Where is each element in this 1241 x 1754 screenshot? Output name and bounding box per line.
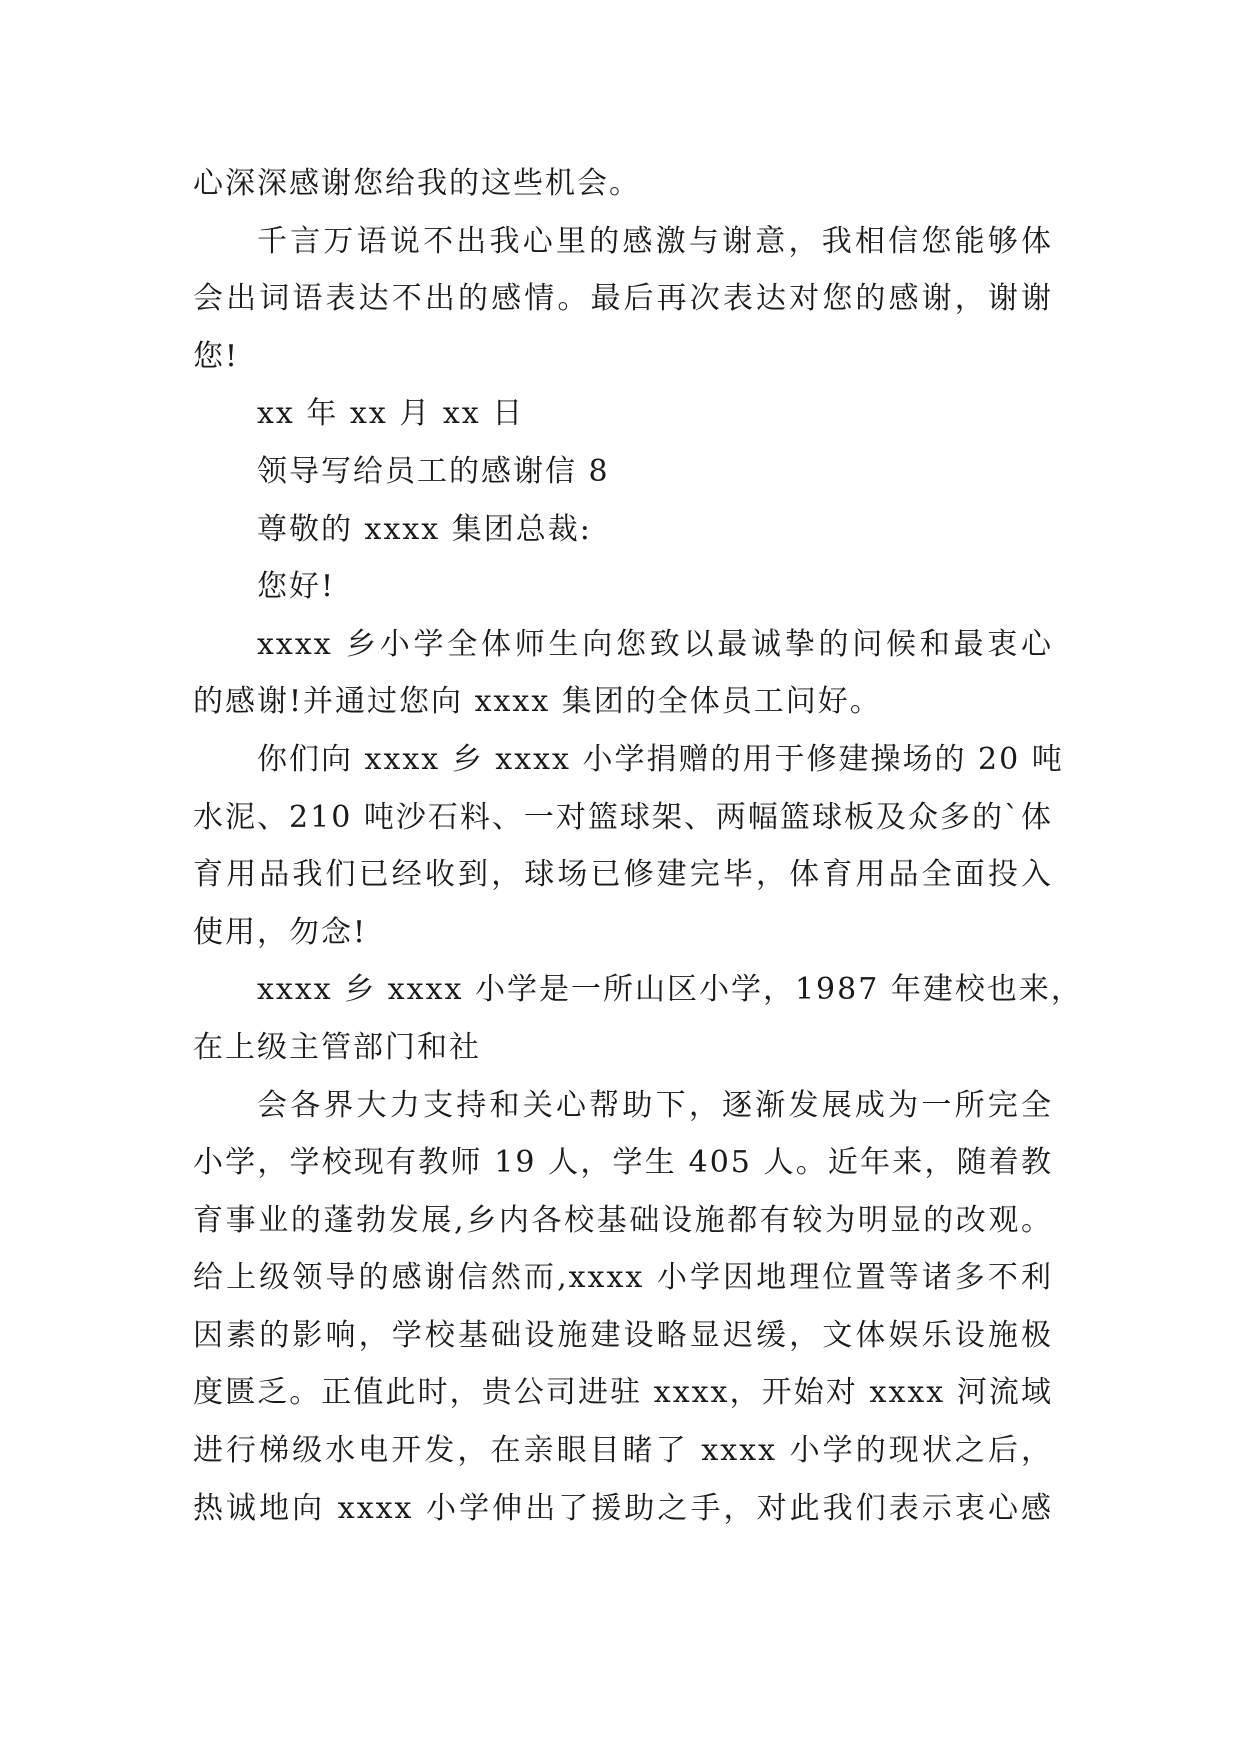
greeting: 您好! bbox=[257, 569, 336, 605]
text-line: 水泥、210 吨沙石料、一对篮球架、两幅篮球板及众多的`体 bbox=[193, 799, 1053, 835]
text-line: 心深深感谢您给我的这些机会。 bbox=[193, 166, 641, 201]
text-line: 千言万语说不出我心里的感激与谢意，我相信您能够体 bbox=[257, 223, 1053, 259]
text-line: xxxx 乡 xxxx 小学是一所山区小学，1987 年建校也来， bbox=[257, 972, 1083, 1008]
text-line: 因素的影响，学校基础设施建设略显迟缓，文体娱乐设施极 bbox=[193, 1317, 1053, 1353]
text-line: 进行梯级水电开发，在亲眼目睹了 xxxx 小学的现状之后， bbox=[193, 1433, 1053, 1469]
date-line: xx 年 xx 月 xx 日 bbox=[257, 396, 525, 432]
text-line: 热诚地向 xxxx 小学伸出了援助之手，对此我们表示衷心感 bbox=[193, 1490, 1053, 1526]
text-line: 的感谢!并通过您向 xxxx 集团的全体员工问好。 bbox=[193, 684, 882, 720]
text-line: 您! bbox=[193, 338, 240, 374]
text-line: 小学，学校现有教师 19 人，学生 405 人。近年来，随着教 bbox=[193, 1145, 1053, 1181]
text-line: 育事业的蓬勃发展,乡内各校基础设施都有较为明显的改观。 bbox=[193, 1202, 1053, 1238]
text-line: 在上级主管部门和社 bbox=[193, 1029, 481, 1065]
text-line: 会各界大力支持和关心帮助下，逐渐发展成为一所完全 bbox=[257, 1087, 1053, 1123]
text-line: 育用品我们已经收到，球场已修建完毕，体育用品全面投入 bbox=[193, 857, 1053, 893]
letter-heading: 领导写给员工的感谢信 8 bbox=[257, 453, 610, 489]
letter-body bbox=[193, 155, 1083, 1537]
text-line: 给上级领导的感谢信然而,xxxx 小学因地理位置等诸多不利 bbox=[193, 1260, 1053, 1296]
text-line: 会出词语表达不出的感情。最后再次表达对您的感谢，谢谢 bbox=[193, 281, 1053, 317]
text-line: 度匮乏。正值此时，贵公司进驻 xxxx，开始对 xxxx 河流域 bbox=[193, 1375, 1053, 1411]
text-line: 使用，勿念! bbox=[193, 914, 368, 950]
salutation: 尊敬的 xxxx 集团总裁: bbox=[257, 511, 592, 547]
text-line: xxxx 乡小学全体师生向您致以最诚挚的问候和最衷心 bbox=[257, 626, 1053, 662]
text-line: 你们向 xxxx 乡 xxxx 小学捐赠的用于修建操场的 20 吨 bbox=[257, 741, 1064, 777]
